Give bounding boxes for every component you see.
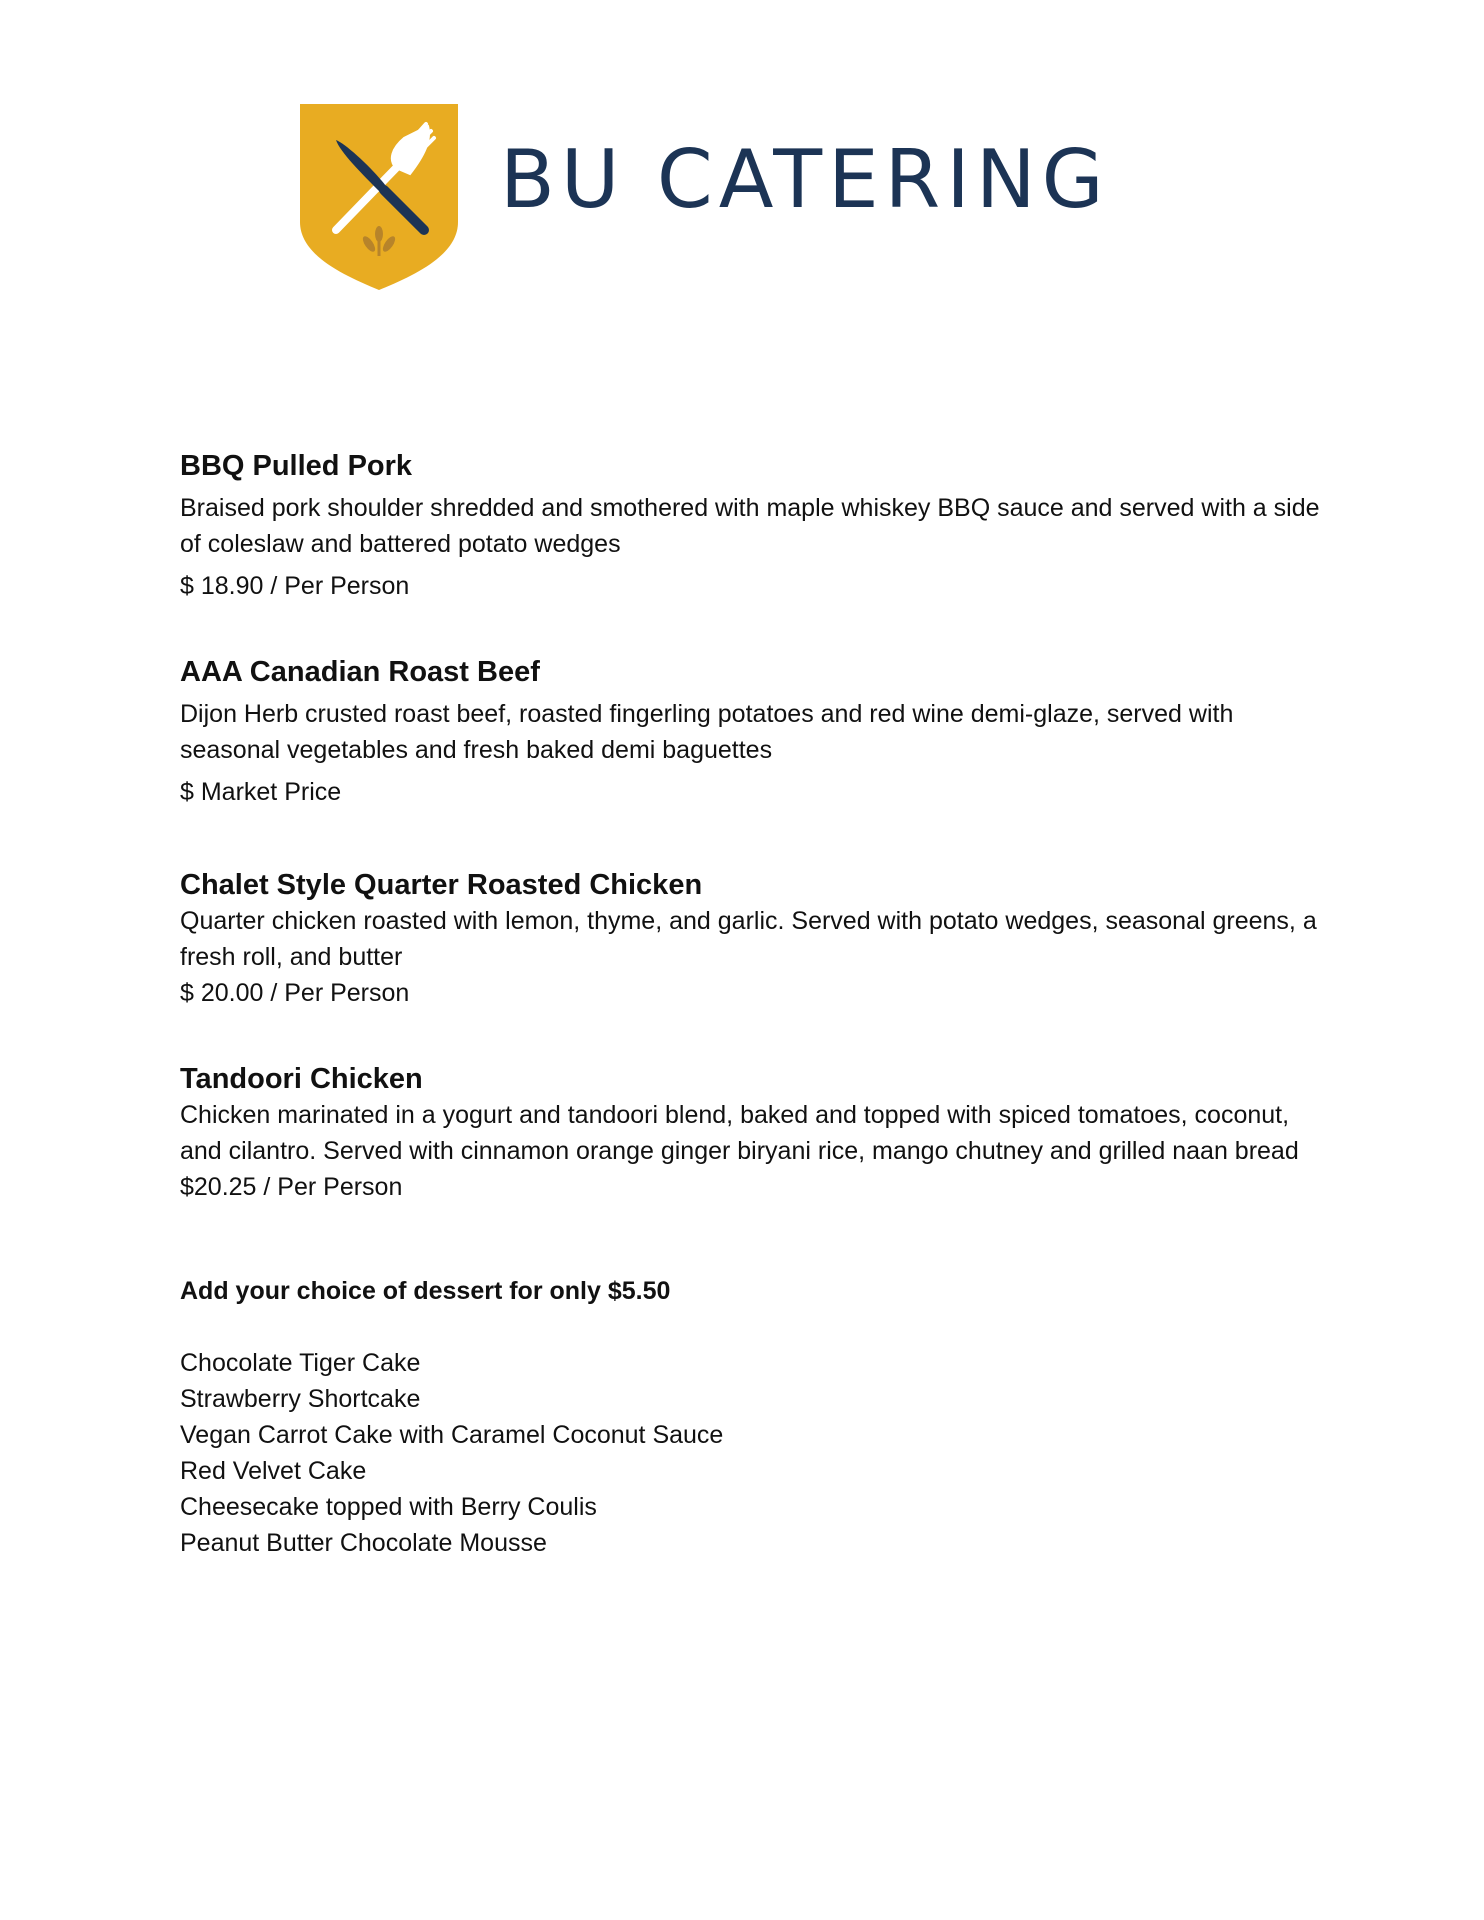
menu-item-description: Quarter chicken roasted with lemon, thyme, and garlic. Served with potato wedges, seasonal greens, a fresh roll, and butter (180, 907, 1317, 971)
menu-item-price: $ 20.00 / Per Person (180, 979, 410, 1007)
dessert-list (180, 1345, 1320, 1561)
menu-item-description: Chicken marinated in a yogurt and tandoori blend, baked and topped with spiced tomatoes, coconut, and cilantro. Served with cinnamon orange ginger biryani rice, mango chutney and grilled naan bread (180, 1101, 1299, 1165)
dessert-item: Cheesecake topped with Berry Coulis (180, 1493, 597, 1521)
menu-item-title: AAA Canadian Roast Beef (180, 656, 540, 688)
menu-item-title: BBQ Pulled Pork (180, 450, 413, 482)
menu-item (180, 1061, 1320, 1205)
menu-item (180, 654, 1320, 810)
menu-item-title: Chalet Style Quarter Roasted Chicken (180, 869, 703, 901)
menu-item (180, 867, 1320, 1011)
menu-item-price: $ 18.90 / Per Person (180, 572, 410, 600)
menu-item (180, 448, 1320, 604)
bu-catering-logo (300, 104, 1180, 290)
menu-item-price: $ Market Price (180, 778, 342, 806)
dessert-item: Strawberry Shortcake (180, 1385, 421, 1413)
dessert-item: Vegan Carrot Cake with Caramel Coconut Sauce (180, 1421, 724, 1449)
logo-wordmark: BU CATERING (500, 133, 1110, 226)
fork-and-knife-shield-icon (300, 104, 458, 290)
menu-item-price: $20.25 / Per Person (180, 1173, 403, 1201)
shield-shape (300, 104, 458, 290)
dessert-item: Peanut Butter Chocolate Mousse (180, 1529, 547, 1557)
menu-item-title: Tandoori Chicken (180, 1063, 423, 1095)
dessert-item: Red Velvet Cake (180, 1457, 367, 1485)
menu-item-description: Braised pork shoulder shredded and smothered with maple whiskey BBQ sauce and served with a side of coleslaw and battered potato wedges (180, 494, 1320, 558)
menu-item-description: Dijon Herb crusted roast beef, roasted fingerling potatoes and red wine demi-glaze, served with seasonal vegetables and fresh baked demi baguettes (180, 700, 1234, 764)
dessert-heading: Add your choice of dessert for only $5.50 (180, 1277, 671, 1305)
menu (180, 448, 1320, 1561)
dessert-item: Chocolate Tiger Cake (180, 1349, 421, 1377)
